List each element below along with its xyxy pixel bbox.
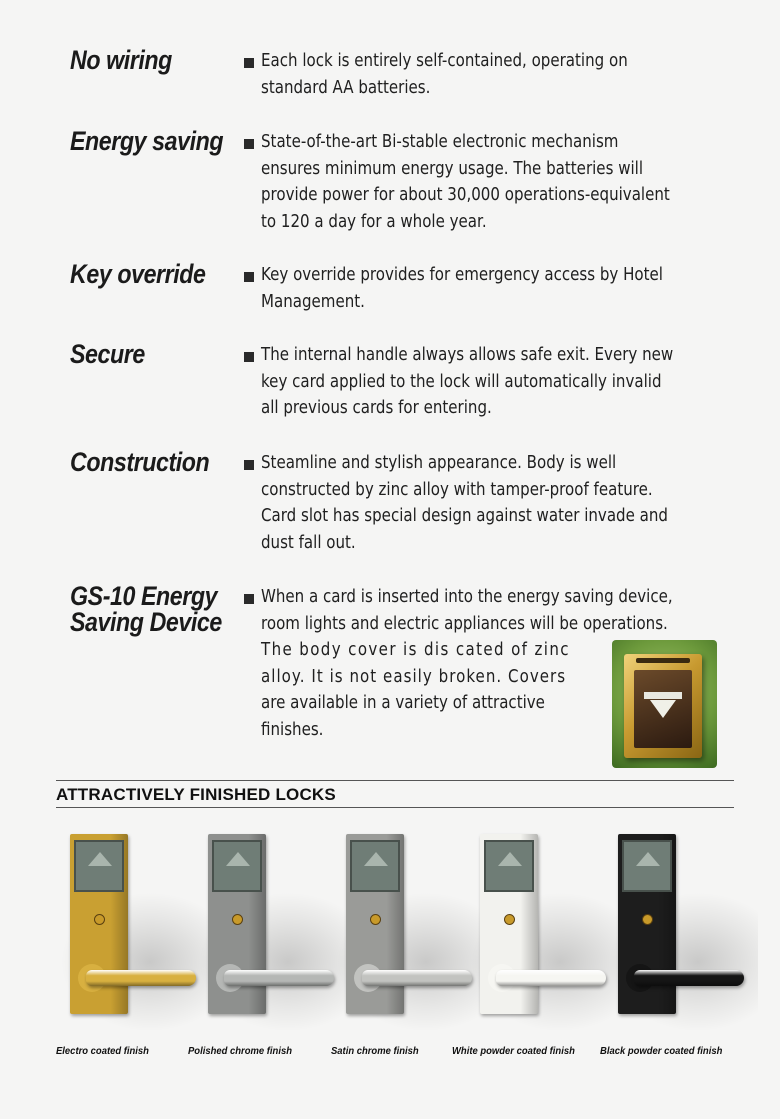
- lock-image: [470, 832, 620, 1022]
- feature-line: finishes.: [261, 719, 324, 740]
- device-label-strip: [644, 692, 682, 699]
- feature-title: Key override: [70, 259, 206, 289]
- lock-image: [336, 832, 486, 1022]
- section-title: ATTRACTIVELY FINISHED LOCKS: [56, 785, 336, 804]
- card-reader-window: [622, 840, 672, 892]
- card-reader-window: [74, 840, 124, 892]
- lock-image: [608, 832, 758, 1022]
- feature-line: Steamline and stylish appearance. Body is well: [261, 453, 617, 473]
- feature-title-line: Saving Device: [70, 607, 222, 637]
- finish-caption: Electro coated finish: [56, 1045, 149, 1057]
- device-body: [624, 654, 702, 758]
- lever-handle: [634, 970, 744, 986]
- device-panel: [634, 670, 692, 748]
- feature-line: Management.: [261, 291, 365, 312]
- feature-line: The internal handle always allows safe exit. Every new: [261, 345, 674, 365]
- card-slot: [636, 658, 690, 663]
- feature-title: Construction: [70, 447, 210, 477]
- finish-caption: Satin chrome finish: [331, 1045, 419, 1057]
- feature-description: [261, 450, 711, 556]
- section-rule-bottom: [56, 807, 734, 808]
- feature-line: When a card is inserted into the energy saving device,: [261, 587, 673, 607]
- energy-saving-device-image: [612, 640, 717, 768]
- finish-caption: Black powder coated finish: [600, 1045, 723, 1057]
- bullet-square-icon: [244, 460, 254, 470]
- lever-handle: [224, 970, 334, 986]
- feature-title: Energy saving: [70, 126, 224, 156]
- feature-line: are available in a variety of attractive: [261, 693, 545, 713]
- feature-line: Key override provides for emergency access by Hotel: [261, 265, 663, 285]
- keyhole-icon: [642, 914, 653, 925]
- feature-line: room lights and electric appliances will be operations.: [261, 613, 668, 634]
- feature-line: all previous cards for entering.: [261, 398, 492, 418]
- feature-description: [261, 129, 711, 235]
- arrow-down-icon: [650, 700, 676, 718]
- feature-description: [261, 48, 711, 101]
- lever-handle: [496, 970, 606, 986]
- bullet-square-icon: [244, 139, 254, 149]
- feature-line: standard AA batteries.: [261, 77, 431, 98]
- keyhole-icon: [94, 914, 105, 925]
- card-reader-window: [350, 840, 400, 892]
- keyhole-icon: [370, 914, 381, 925]
- bullet-square-icon: [244, 594, 254, 604]
- keyhole-icon: [232, 914, 243, 925]
- card-reader-window: [212, 840, 262, 892]
- feature-title: [70, 583, 222, 635]
- feature-line: alloy. It is not easily broken. Covers: [261, 666, 567, 687]
- feature-line: ensures minimum energy usage. The batteries will: [261, 158, 644, 179]
- bullet-square-icon: [244, 352, 254, 362]
- feature-title: No wiring: [70, 45, 172, 75]
- finish-caption: White powder coated finish: [452, 1045, 575, 1057]
- feature-line: to 120 a day for a whole year.: [261, 211, 487, 232]
- feature-line: dust fall out.: [261, 532, 356, 553]
- bullet-square-icon: [244, 58, 254, 68]
- feature-description: [261, 262, 711, 315]
- section-rule-top: [56, 780, 734, 781]
- feature-description: [261, 342, 711, 422]
- feature-title-line: GS-10 Energy: [70, 581, 218, 611]
- feature-line: constructed by zinc alloy with tamper-proof feature.: [261, 479, 653, 500]
- lock-image: [60, 832, 210, 1022]
- bullet-square-icon: [244, 272, 254, 282]
- feature-line: Each lock is entirely self-contained, operating on: [261, 51, 628, 71]
- feature-line: provide power for about 30,000 operations-equivalent: [261, 185, 670, 205]
- feature-line: Card slot has special design against water invade and: [261, 506, 668, 526]
- feature-line: The body cover is dis cated of zinc: [261, 640, 570, 660]
- lock-image: [198, 832, 348, 1022]
- card-reader-window: [484, 840, 534, 892]
- feature-line: key card applied to the lock will automatically invalid: [261, 371, 662, 392]
- feature-title: Secure: [70, 339, 145, 369]
- feature-line: State-of-the-art Bi-stable electronic mechanism: [261, 132, 619, 152]
- keyhole-icon: [504, 914, 515, 925]
- lever-handle: [86, 970, 196, 986]
- lever-handle: [362, 970, 472, 986]
- finish-caption: Polished chrome finish: [188, 1045, 292, 1057]
